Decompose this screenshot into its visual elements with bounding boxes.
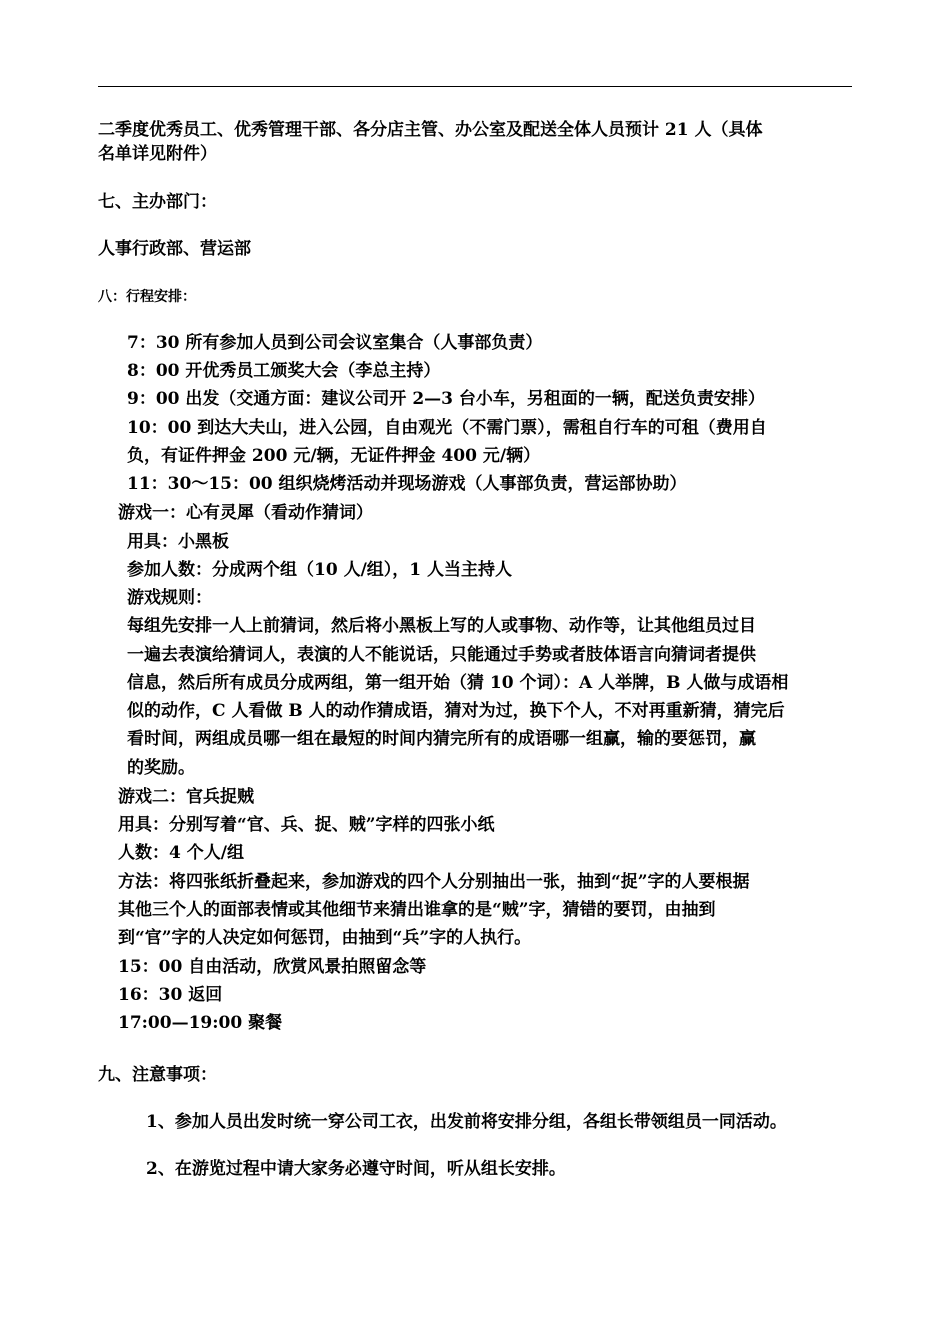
- schedule-after-item: 16：30 返回: [118, 985, 223, 1005]
- schedule-item: 8：00 开优秀员工颁奖大会（李总主持）: [127, 361, 441, 381]
- schedule-after-item: 15：00 自由活动，欣赏风景拍照留念等: [118, 957, 427, 977]
- game-1-title: 游戏一：心有灵犀（看动作猜词）: [118, 503, 373, 523]
- game-2-tool: 用具：分别写着“官、兵、捉、贼”字样的四张小纸: [118, 815, 495, 835]
- schedule-item: 10：00 到达大夫山，进入公园，自由观光（不需门票），需租自行车的可租（费用自: [127, 418, 767, 438]
- game-1-rules-line: 一遍去表演给猜词人，表演的人不能说话，只能通过手势或者肢体语言向猜词者提供: [127, 645, 756, 665]
- schedule-after-item: 17:00—19:00 聚餐: [118, 1013, 283, 1033]
- schedule-item: 11：30～15：00 组织烧烤活动并现场游戏（人事部负责，营运部协助）: [127, 474, 687, 494]
- section-7-content: 人事行政部、营运部: [98, 239, 251, 259]
- game-2-method-line: 其他三个人的面部表情或其他细节来猜出谁拿的是“贼”字，猜错的要罚，由抽到: [118, 900, 716, 920]
- schedule-item: 7：30 所有参加人员到公司会议室集合（人事部负责）: [127, 333, 543, 353]
- game-2-method-line: 方法：将四张纸折叠起来，参加游戏的四个人分别抽出一张，抽到“捉”字的人要根据: [118, 872, 750, 892]
- notice-item: 1、参加人员出发时统一穿公司工衣，出发前将安排分组，各组长带领组员一同活动。: [146, 1112, 787, 1132]
- game-1-rules-label: 游戏规则：: [127, 588, 212, 608]
- game-2-method-line: 到“官”字的人决定如何惩罚，由抽到“兵”字的人执行。: [118, 928, 532, 948]
- notice-item: 2、在游览过程中请大家务必遵守时间，听从组长安排。: [146, 1159, 566, 1179]
- game-1-rules-line: 信息，然后所有成员分成两组，第一组开始（猜 10 个词）：A 人举牌，B 人做与成语相: [127, 673, 789, 693]
- game-1-rules-line: 看时间，两组成员哪一组在最短的时间内猜完所有的成语哪一组赢，输的要惩罚，赢: [127, 729, 756, 749]
- game-1-rules-line: 似的动作，C 人看做 B 人的动作猜成语，猜对为过，换下个人，不对再重新猜，猜完后: [127, 701, 785, 721]
- section-7-heading: 七、主办部门：: [98, 192, 217, 212]
- section-9-heading: 九、注意事项：: [98, 1065, 217, 1085]
- game-1-people: 参加人数：分成两个组（10 人/组），1 人当主持人: [127, 560, 513, 580]
- section-8-heading: 八：行程安排：: [98, 289, 196, 305]
- game-2-title: 游戏二：官兵捉贼: [118, 787, 254, 807]
- schedule-item: 负，有证件押金 200 元/辆，无证件押金 400 元/辆）: [127, 446, 541, 466]
- participants-line-2: 名单详见附件）: [98, 144, 217, 164]
- game-1-tool: 用具：小黑板: [127, 532, 229, 552]
- schedule-item: 9：00 出发（交通方面：建议公司开 2—3 台小车，另租面的一辆，配送负责安排）: [127, 389, 765, 409]
- game-2-people: 人数：4 个人/组: [118, 843, 244, 863]
- participants-line-1: 二季度优秀员工、优秀管理干部、各分店主管、办公室及配送全体人员预计 21 人（具体: [98, 120, 763, 140]
- game-1-rules-line: 每组先安排一人上前猜词，然后将小黑板上写的人或事物、动作等，让其他组员过目: [127, 616, 756, 636]
- header-rule: [98, 86, 852, 87]
- game-1-rules-line: 的奖励。: [127, 758, 195, 778]
